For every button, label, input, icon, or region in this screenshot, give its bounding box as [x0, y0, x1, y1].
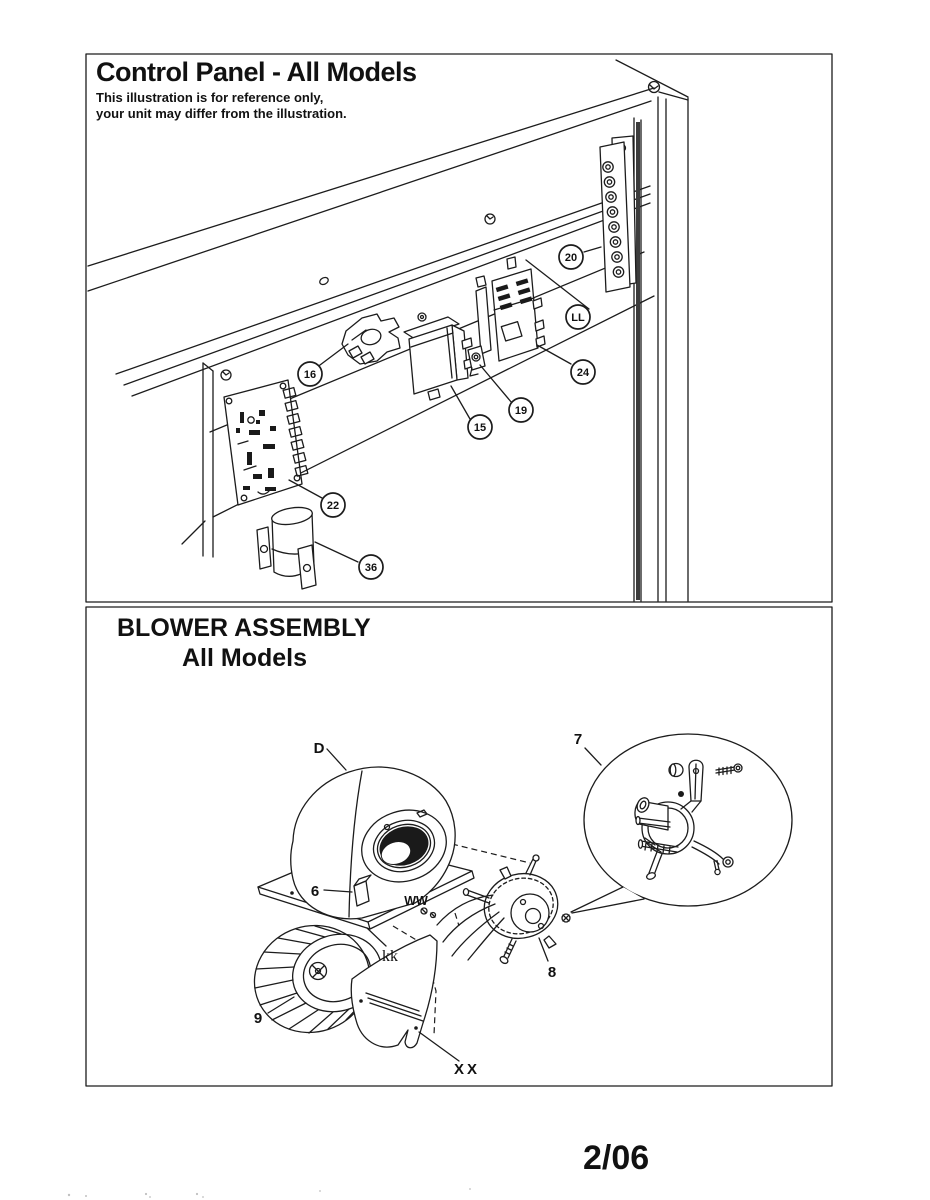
control-board — [224, 380, 308, 505]
label-kk: kk — [382, 948, 398, 965]
callout-15 — [468, 415, 492, 439]
ww-screws — [421, 908, 436, 918]
svg-text:24: 24 — [576, 367, 590, 379]
page-date: 2/06 — [583, 1139, 650, 1177]
subtitle-line-1: This illustration is for reference only, — [96, 90, 324, 105]
label-D: D — [313, 740, 325, 757]
blower-illustration — [240, 731, 792, 1078]
svg-text:LL: LL — [571, 312, 585, 324]
label-XX: XX — [453, 1061, 481, 1078]
callout-16 — [298, 362, 322, 386]
blower-assembly-title: BLOWER ASSEMBLY — [117, 614, 371, 642]
callout-36 — [359, 555, 383, 579]
callout-22 — [321, 493, 345, 517]
callout-20 — [559, 245, 583, 269]
cabinet-channel-shadow — [636, 122, 640, 600]
callout-24 — [571, 360, 595, 384]
scan-artifacts — [68, 1188, 471, 1198]
svg-text:20: 20 — [564, 252, 578, 264]
terminal-strip — [600, 136, 636, 292]
control-panel-illustration — [88, 60, 688, 601]
label-8: 8 — [547, 964, 557, 981]
svg-text:36: 36 — [364, 562, 378, 574]
detail-balloon — [571, 734, 792, 913]
panel-hole — [319, 276, 330, 286]
label-6: 6 — [310, 883, 320, 900]
label-WW: WW — [404, 894, 428, 908]
relay-assembly — [468, 257, 545, 376]
subtitle-line-2: your unit may differ from the illustration. — [96, 106, 347, 121]
svg-text:22: 22 — [326, 500, 340, 512]
callout-19 — [509, 398, 533, 422]
label-9: 9 — [253, 1010, 263, 1027]
callouts — [298, 245, 595, 579]
transformer — [404, 313, 474, 400]
blower-assembly-subtitle: All Models — [182, 644, 308, 672]
callout-LL — [566, 305, 590, 329]
svg-text:19: 19 — [514, 405, 528, 417]
label-7: 7 — [573, 731, 583, 748]
svg-text:16: 16 — [303, 369, 317, 381]
control-panel-subtitle — [96, 90, 347, 122]
svg-text:15: 15 — [473, 422, 487, 434]
control-panel-title: Control Panel - All Models — [96, 57, 417, 87]
capacitor — [257, 505, 316, 589]
